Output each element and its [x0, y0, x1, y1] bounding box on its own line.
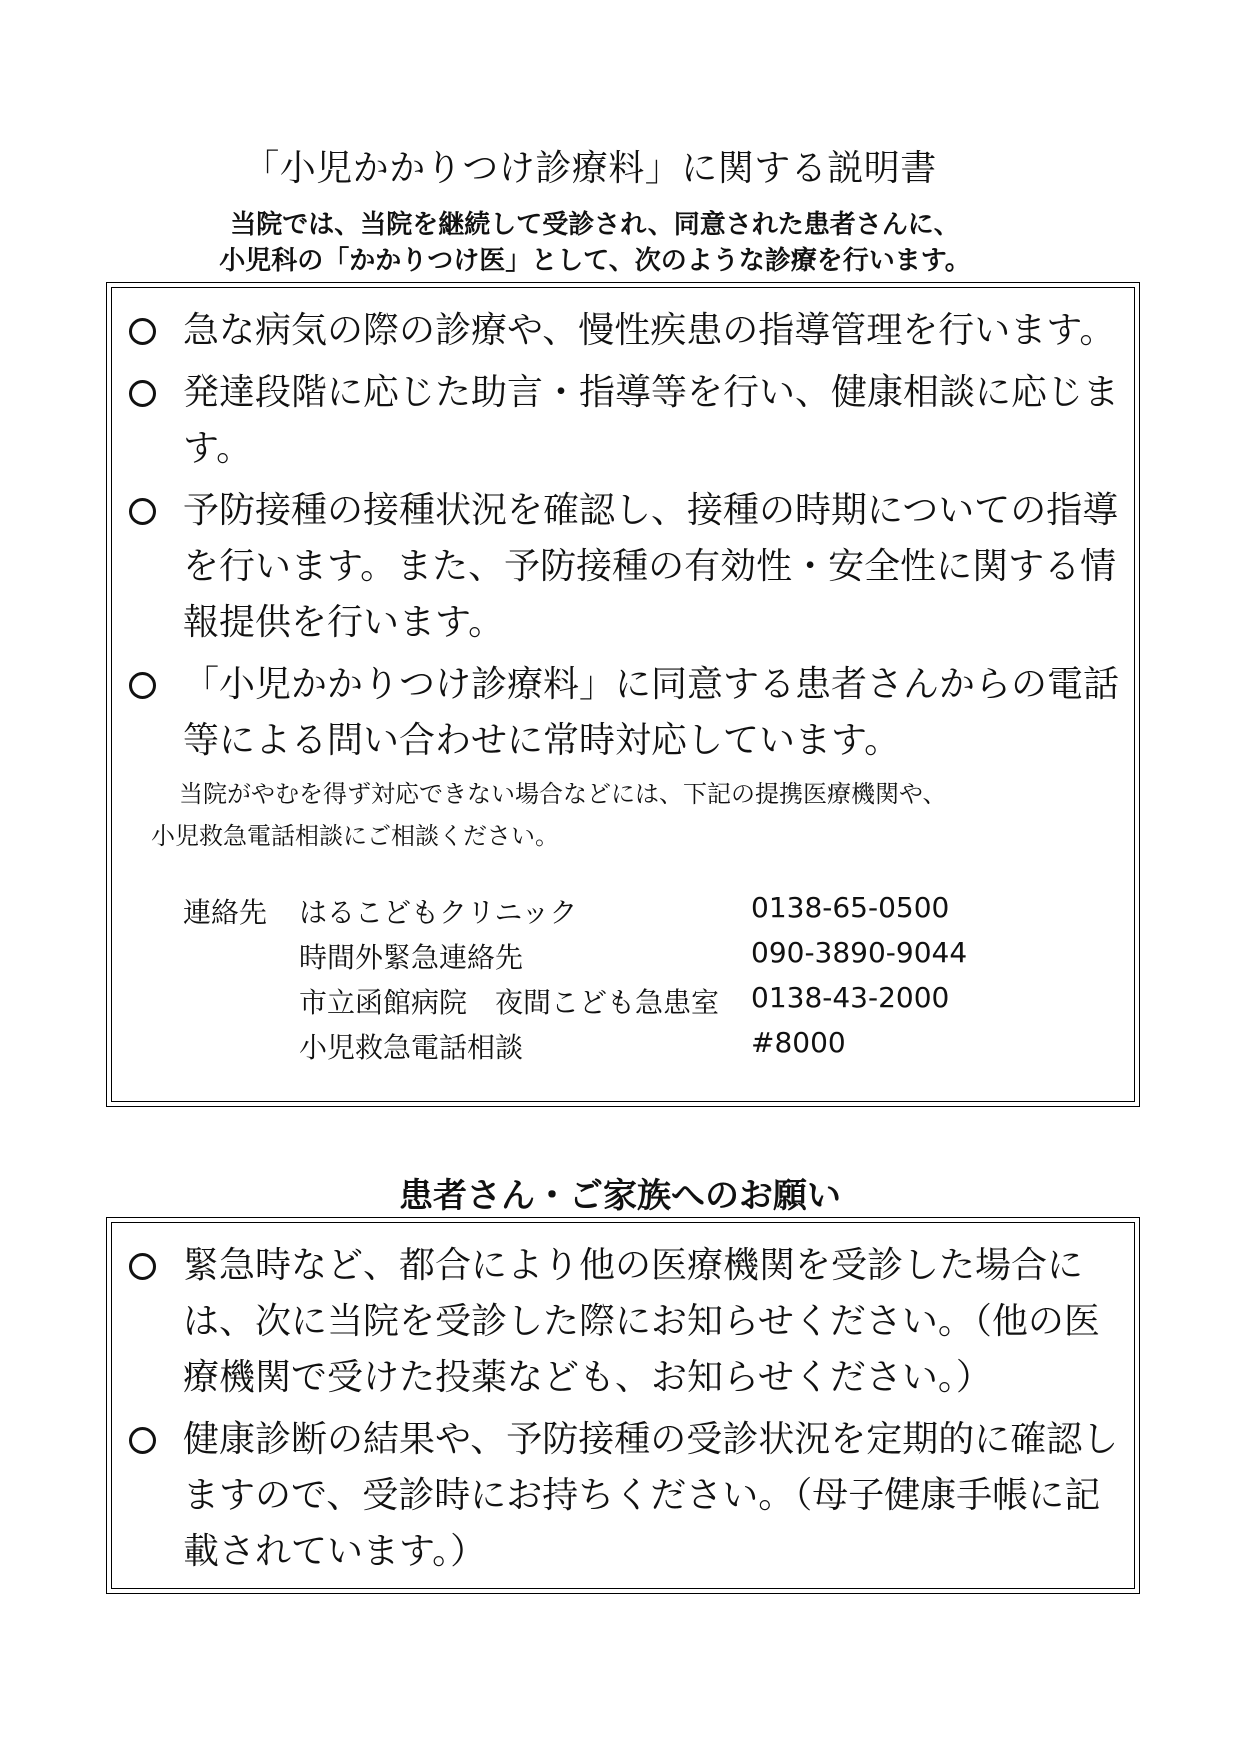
contact-phone: 0138-65-0500	[751, 891, 950, 924]
circle-bullet-icon	[129, 672, 156, 699]
service-text: 予防接種の接種状況を確認し、接種の時期についての指導を行います。また、予防接種の有効性・安全性に関する情報提供を行います。	[183, 490, 1119, 643]
document-title: 「小児かかりつけ診療料」に関する説明書	[243, 148, 937, 189]
intro-line-2: 小児科の「かかりつけ医」として、次のような診療を行います。	[219, 246, 971, 276]
contact-phone: 0138-43-2000	[751, 981, 950, 1014]
requests-heading: 患者さん・ご家族へのお願い	[399, 1176, 841, 1216]
circle-bullet-icon	[129, 380, 156, 407]
circle-bullet-icon	[129, 1253, 156, 1280]
service-item	[129, 303, 1119, 359]
requests-list	[129, 1238, 1119, 1580]
circle-bullet-icon	[129, 318, 156, 345]
contact-phone: 090-3890-9044	[751, 936, 968, 969]
service-text: 発達段階に応じた助言・指導等を行い、健康相談に応じます。	[183, 372, 1120, 469]
services-list	[129, 303, 1119, 769]
request-item	[129, 1412, 1119, 1580]
contact-name: 市立函館病院 夜間こども急患室	[299, 986, 720, 1019]
intro-line-1: 当院では、当院を継続して受診され、同意された患者さんに、	[230, 210, 960, 240]
referral-note-line-1: 当院がやむを得ず対応できない場合などには、下記の提携医療機関や、	[179, 780, 947, 808]
referral-note	[151, 773, 1091, 857]
service-item	[129, 483, 1119, 651]
service-text: 「小児かかりつけ診療料」に同意する患者さんからの電話等による問い合わせに常時対応しています。	[183, 664, 1120, 761]
service-item	[129, 365, 1119, 477]
services-box	[106, 282, 1140, 1107]
request-text: 緊急時など、都合により他の医療機関を受診した場合には、次に当院を受診した際にお知らせください。（他の医療機関で受けた投薬なども、お知らせください。）	[183, 1245, 1100, 1398]
intro-text	[0, 207, 1190, 279]
circle-bullet-icon	[129, 1427, 156, 1454]
request-text: 健康診断の結果や、予防接種の受診状況を定期的に確認しますので、受診時にお持ちください。（母子健康手帳に記載されています。）	[183, 1419, 1119, 1572]
requests-box	[106, 1217, 1140, 1594]
service-text: 急な病気の際の診療や、慢性疾患の指導管理を行います。	[183, 310, 1116, 351]
contact-name: 小児救急電話相談	[299, 1031, 524, 1064]
contact-phone: #8000	[751, 1026, 846, 1059]
request-item	[129, 1238, 1119, 1406]
circle-bullet-icon	[129, 498, 156, 525]
service-item	[129, 657, 1119, 769]
contact-label: 連絡先	[183, 896, 268, 929]
contact-name: はるこどもクリニック	[299, 896, 578, 929]
referral-note-line-2: 小児救急電話相談にご相談ください。	[151, 822, 559, 850]
contact-name: 時間外緊急連絡先	[299, 941, 524, 974]
